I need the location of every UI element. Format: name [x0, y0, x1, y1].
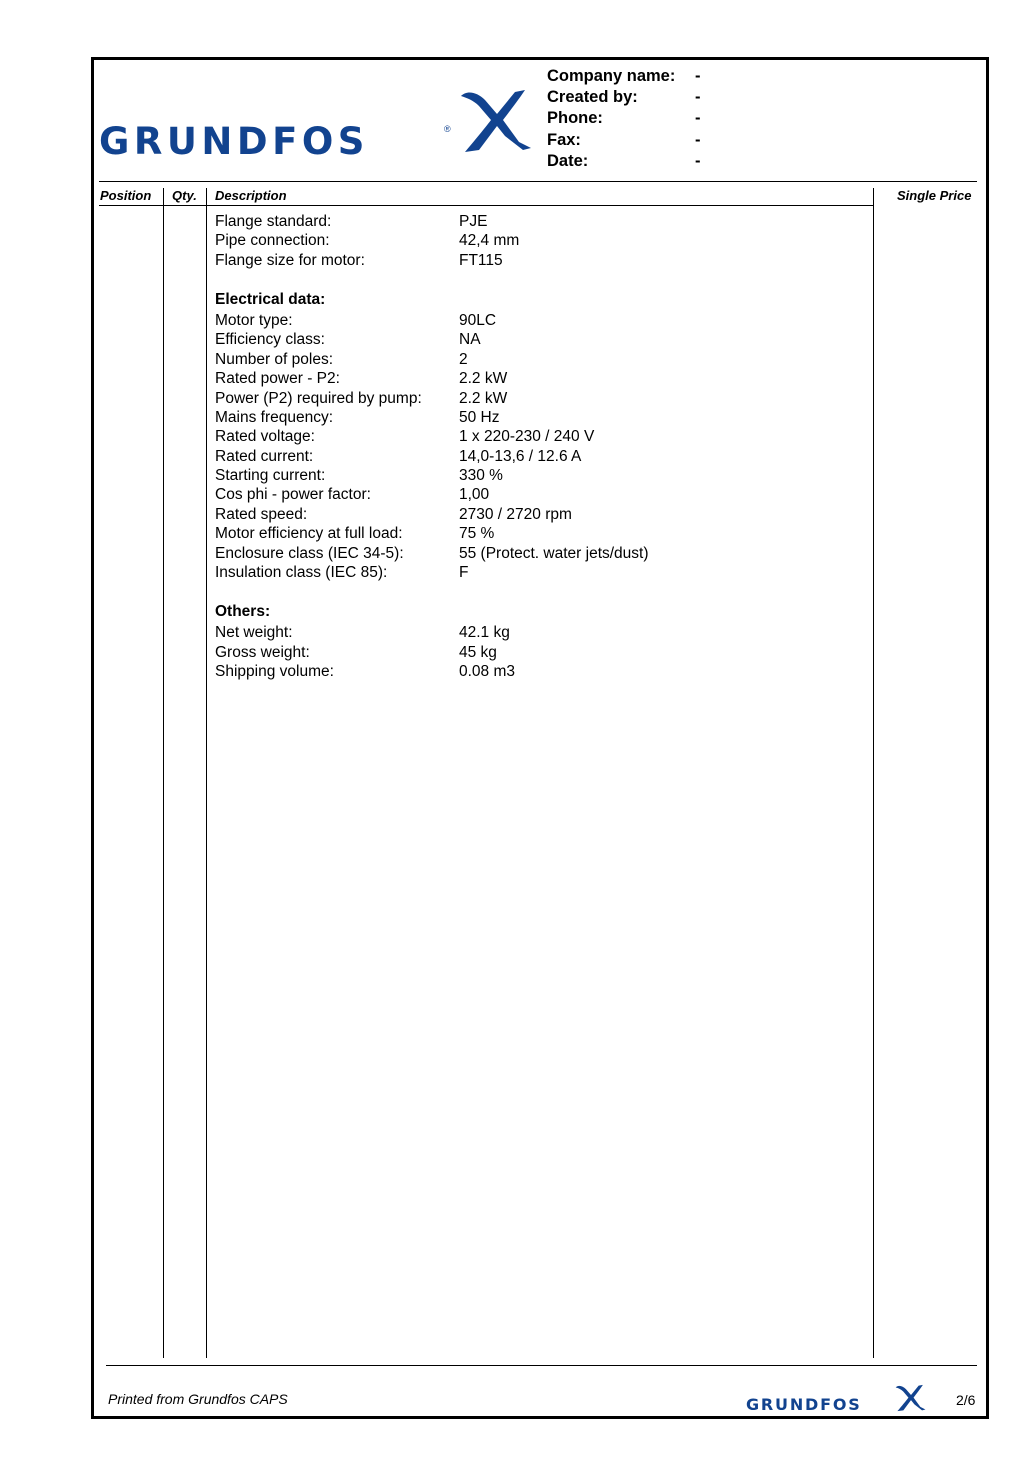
column-divider-qty — [206, 188, 207, 1358]
spec-row — [215, 369, 508, 388]
footer-logo-wordmark: GRUNDFOS — [746, 1395, 862, 1414]
spec-row — [215, 485, 490, 504]
spec-value: NA — [459, 331, 481, 349]
spec-label: Number of poles: — [215, 350, 334, 368]
spec-row — [215, 466, 503, 485]
spec-label: Shipping volume: — [215, 662, 334, 680]
spec-row — [215, 212, 488, 231]
registered-mark: ® — [444, 124, 451, 134]
spec-value: 2 — [459, 350, 468, 368]
spec-value: 45 kg — [459, 643, 497, 661]
spec-value: 90LC — [459, 311, 497, 329]
spec-label: Rated power - P2: — [215, 370, 340, 388]
column-divider-position — [163, 188, 164, 1358]
spec-label: Insulation class (IEC 85): — [215, 564, 388, 582]
spec-row — [215, 662, 516, 681]
info-value: - — [695, 151, 701, 170]
spec-value: FT115 — [459, 251, 503, 269]
info-label: Date: — [547, 151, 589, 170]
spec-value: 0.08 m3 — [459, 662, 516, 680]
spec-row — [215, 643, 497, 662]
footer-grundfos-logo — [746, 1383, 936, 1415]
page-number: 2/6 — [956, 1392, 976, 1408]
spec-label: Starting current: — [215, 467, 326, 485]
spec-label: Motor type: — [215, 311, 293, 329]
spec-value: 42,4 mm — [459, 232, 520, 250]
spec-label: Flange standard: — [215, 213, 332, 230]
info-label: Phone: — [547, 109, 603, 128]
spec-row — [215, 389, 508, 408]
spec-row — [215, 350, 468, 369]
spec-label: Rated current: — [215, 447, 314, 465]
info-value: - — [695, 67, 701, 85]
column-header-single-price: Single Price — [897, 188, 972, 203]
column-header-description: Description — [215, 188, 287, 203]
spec-label: Power (P2) required by pump: — [215, 389, 422, 407]
spec-value: 42.1 kg — [459, 624, 510, 642]
spec-label: Net weight: — [215, 624, 293, 642]
info-label: Fax: — [547, 130, 581, 149]
printed-from-text: Printed from Grundfos CAPS — [108, 1391, 288, 1407]
spec-label: Rated voltage: — [215, 428, 315, 446]
spec-row — [215, 427, 595, 446]
spec-value: 1,00 — [459, 486, 490, 504]
spec-row — [215, 330, 481, 349]
spec-row — [215, 524, 495, 543]
info-value: - — [695, 130, 701, 149]
column-header-qty: Qty. — [172, 188, 197, 203]
spec-value: 50 Hz — [459, 408, 500, 426]
column-header-position: Position — [100, 188, 152, 203]
spec-row — [215, 623, 510, 642]
spec-value: 2.2 kW — [459, 389, 508, 407]
info-label: Created by: — [547, 88, 638, 107]
footer-grundfos-x-icon — [894, 1383, 928, 1413]
spec-value: 1 x 220-230 / 240 V — [459, 428, 595, 446]
spec-label: Enclosure class (IEC 34-5): — [215, 544, 404, 562]
spec-value: 55 (Protect. water jets/dust) — [459, 544, 649, 562]
grundfos-x-icon — [457, 88, 537, 154]
info-value: - — [695, 88, 701, 107]
spec-label: Mains frequency: — [215, 408, 334, 426]
spec-label: Efficiency class: — [215, 331, 325, 349]
spec-row — [215, 408, 500, 427]
spec-value: 2.2 kW — [459, 370, 508, 388]
logo-wordmark: GRUNDFOS — [99, 120, 369, 163]
spec-value: F — [459, 564, 469, 582]
info-value: - — [695, 109, 701, 128]
header-divider — [99, 181, 977, 182]
grundfos-logo — [99, 88, 539, 163]
spec-label: Gross weight: — [215, 643, 310, 661]
spec-value: 2730 / 2720 rpm — [459, 505, 572, 523]
spec-row — [215, 231, 520, 250]
spec-value: 330 % — [459, 467, 503, 485]
description-content — [215, 212, 649, 681]
info-label: Company name: — [547, 67, 676, 85]
spec-row — [215, 251, 503, 270]
column-divider-price — [873, 188, 874, 1358]
column-header-underline — [99, 205, 874, 206]
section-title-others: Others: — [215, 602, 271, 620]
section-title-electrical: Electrical data: — [215, 290, 326, 308]
spec-label: Cos phi - power factor: — [215, 486, 371, 504]
spec-row — [215, 505, 572, 524]
spec-value: 75 % — [459, 525, 495, 543]
spec-label: Flange size for motor: — [215, 251, 365, 269]
spec-value: 14,0-13,6 / 12.6 A — [459, 447, 582, 465]
footer-divider — [106, 1365, 977, 1366]
spec-label: Rated speed: — [215, 505, 308, 523]
spec-value: PJE — [459, 213, 488, 230]
spec-row — [215, 544, 649, 563]
spec-label: Pipe connection: — [215, 232, 330, 250]
spec-row — [215, 563, 469, 582]
spec-label: Motor efficiency at full load: — [215, 525, 403, 543]
spec-row — [215, 311, 497, 330]
spec-row — [215, 447, 582, 466]
